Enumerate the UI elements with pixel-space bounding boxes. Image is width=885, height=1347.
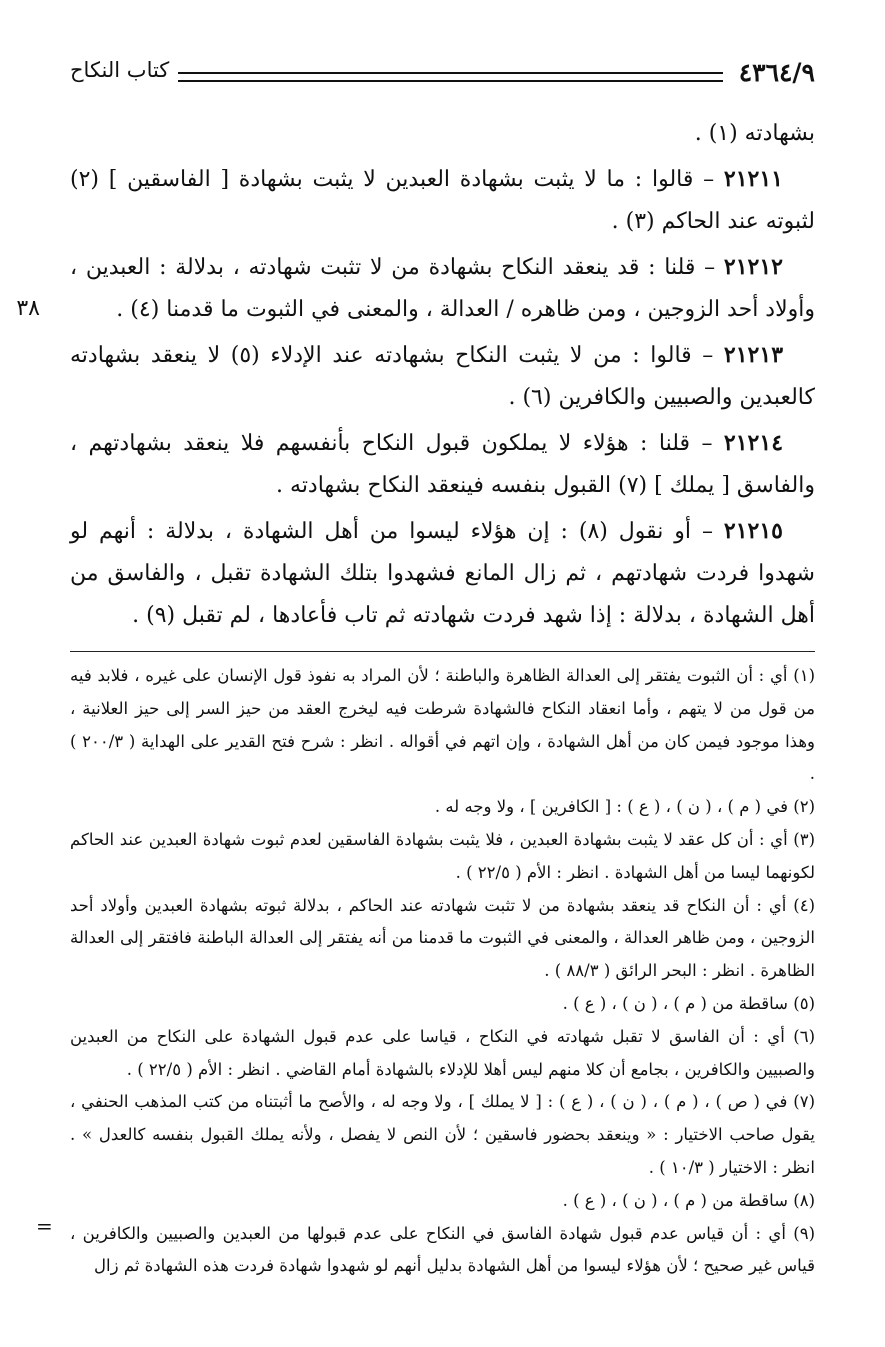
header-rule <box>178 72 723 82</box>
footnote-5: (٥) ساقطة من ( م ) ، ( ن ) ، ( ع ) . <box>562 993 815 1013</box>
paragraph-21212 <box>70 246 815 331</box>
paragraph-21211 <box>70 158 815 243</box>
footnote-4: (٤) أي : أن النكاح قد ينعقد بشهادة من لا تثبت شهادته عند الحاكم ، بدلالة ثبوته بشهادة العبدين وأولاد أحد الزوجين ، ومن ظاهر العدالة ، والمعنى في الثبوت ما قدمنا من أنه يفتقر إلى العدالة الباطنة فافتقر إلى العدالة الظاهرة . انظر : البحر الرائق ( ٨٨/٣ ) . <box>70 895 815 981</box>
footnote-1: (١) أي : أن الثبوت يفتقر إلى العدالة الظاهرة والباطنة ؛ لأن المراد به نفوذ قول الإنسان على غيره ، فلابد فيه من قول من لا يتهم ، وأما انعقاد النكاح فالشهادة شرطت فيه ليخرج العقد من حيز السر إلى حيز العلانية ، وهذا موجود فيمن كان من أهل الشهادة ، وإن اتهم في أقواله . انظر : شرح فتح القدير على الهداية ( ٢٠٠/٣ ) . <box>70 666 815 784</box>
page-header <box>70 58 815 94</box>
footnote-2: (٢) في ( م ) ، ( ن ) ، ( ع ) : [ الكافرين ] ، ولا وجه له . <box>434 797 815 817</box>
paragraph-text: – قلنا : قد ينعقد النكاح بشهادة من لا تثبت شهادته ، بدلالة : العبدين ، وأولاد أحد الزوجين ، ومن ظاهره / العدالة ، والمعنى في الثبوت ما قدمنا (٤) . <box>70 255 815 322</box>
continuation-mark: = <box>36 1214 53 1238</box>
paragraph-21213 <box>70 334 815 419</box>
paragraph-text: – قالوا : من لا يثبت النكاح بشهادته عند الإدلاء (٥) لا ينعقد بشهادته كالعبدين والصبيين والكافرين (٦) . <box>70 343 815 410</box>
footnote-7: (٧) في ( ص ) ، ( م ) ، ( ن ) ، ( ع ) : [ لا يملك ] ، ولا وجه له ، والأصح ما أثبتناه من كتب المذهب الحنفي ، يقول صاحب الاختيار : « وينعقد بحضور فاسقين ؛ لأن النص لا يفصل ، ولأنه يملك القبول بنفسه كالعدل » . انظر : الاختيار ( ١٠/٣ ) . <box>70 1092 815 1177</box>
paragraph-21214 <box>70 422 815 507</box>
footnote-3: (٣) أي : أن كل عقد لا يثبت بشهادة العبدين ، فلا يثبت بشهادة الفاسقين لعدم ثبوت شهادة العبدين عند الحاكم لكونهما ليسا من أهل الشهادة . انظر : الأم ( ٢٢/٥ ) . <box>70 829 815 882</box>
paragraph-text: – قلنا : هؤلاء لا يملكون قبول النكاح بأنفسهم فلا ينعقد بشهادتهم ، والفاسق [ يملك ] (٧) القبول بنفسه فينعقد النكاح بشهادته . <box>70 431 815 498</box>
paragraph-number: ٢١٢١١ <box>723 166 783 192</box>
paragraph-number: ٢١٢١٣ <box>723 342 784 368</box>
main-text <box>70 113 815 640</box>
paragraph-continuation <box>70 113 815 155</box>
book-title: كتاب النكاح <box>70 58 170 82</box>
footnote-separator <box>70 651 815 652</box>
page-number: ٤٣٦٤/٩ <box>738 58 815 87</box>
paragraph-text: – أو نقول (٨) : إن هؤلاء ليسوا من أهل الشهادة ، بدلالة : أنهم لو شهدوا فردت شهادتهم ، ثم زال المانع فشهدوا بتلك الشهادة تقبل ، والفاسق من أهل الشهادة ، بدلالة : إذا شهد فردت شهادته ثم تاب فأعادها ، لم تقبل (٩) . <box>70 519 815 628</box>
paragraph-21215 <box>70 510 815 637</box>
footnotes <box>70 660 815 1283</box>
paragraph-text: بشهادته (١) . <box>694 121 815 146</box>
margin-page-reference: ٣٨ <box>16 296 40 321</box>
paragraph-number: ٢١٢١٥ <box>723 518 783 544</box>
paragraph-number: ٢١٢١٢ <box>723 254 783 280</box>
paragraph-text: – قالوا : ما لا يثبت بشهادة العبدين لا يثبت بشهادة [ الفاسقين ] (٢) لثبوته عند الحاكم (٣) . <box>70 167 815 234</box>
paragraph-number: ٢١٢١٤ <box>723 430 784 456</box>
footnote-6: (٦) أي : أن الفاسق لا تقبل شهادته في النكاح ، قياسا على عدم قبول الشهادة على النكاح من العبدين والصبيين والكافرين ، بجامع أن كلا منهم ليس أهلا للإدلاء بالشهادة أمام القاضي . انظر : الأم ( ٢٢/٥ ) . <box>70 1026 815 1079</box>
footnote-9: (٩) أي : أن قياس عدم قبول شهادة الفاسق في النكاح على عدم قبولها من العبدين والصبيين والكافرين ، قياس غير صحيح ؛ لأن هؤلاء ليسوا من أهل الشهادة بدليل أنهم لو شهدوا شهادة فردت هذه الشهادة ثم زال <box>70 1223 815 1276</box>
footnote-8: (٨) ساقطة من ( م ) ، ( ن ) ، ( ع ) . <box>562 1190 815 1210</box>
